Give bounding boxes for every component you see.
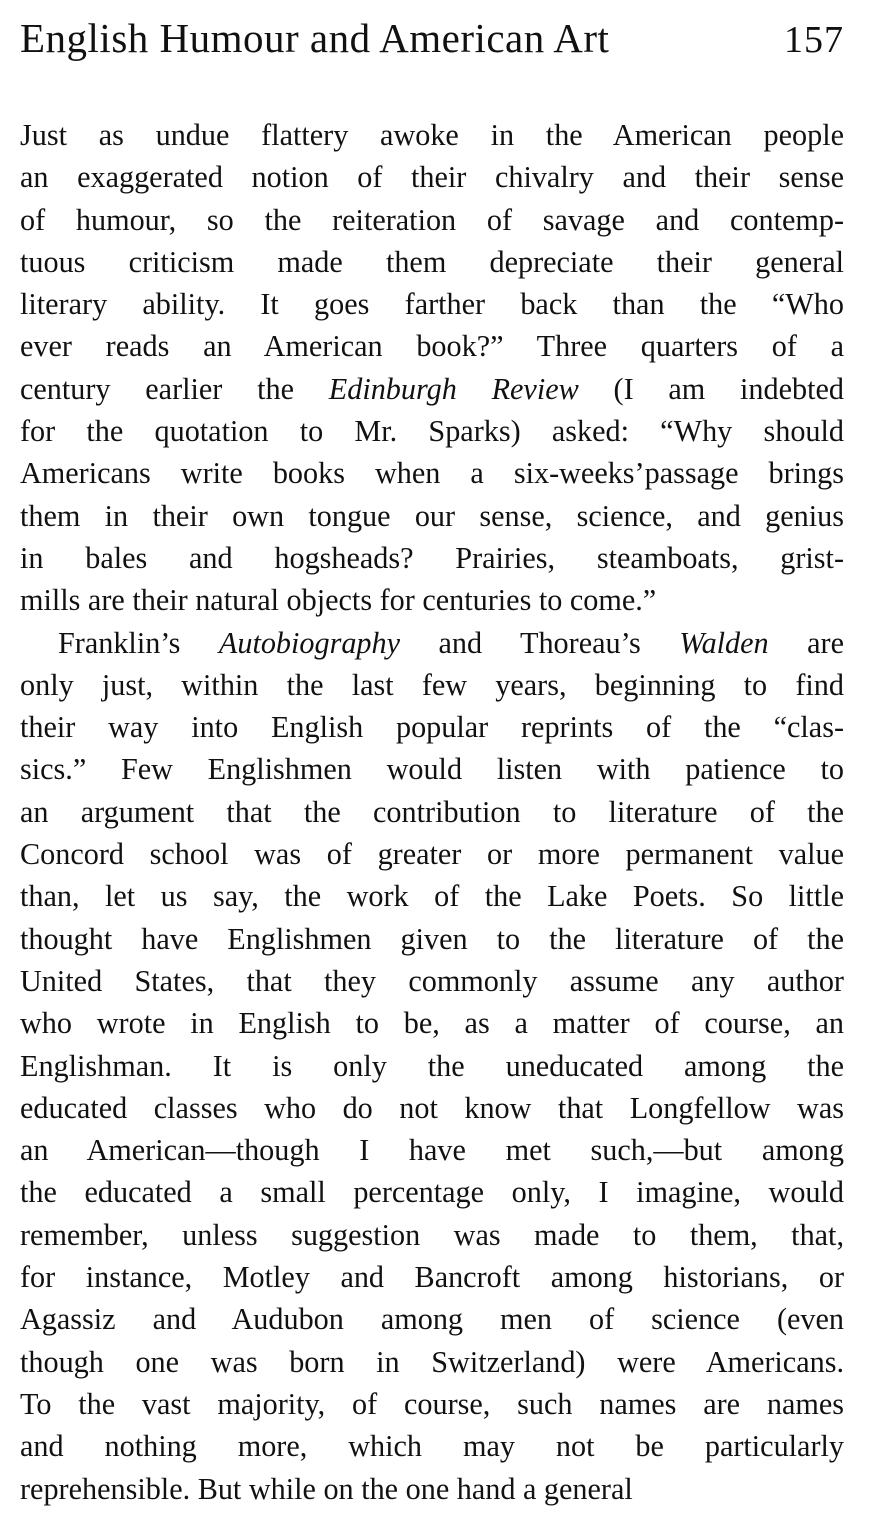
text-run: Franklin’s: [58, 625, 219, 660]
text-line: [20, 114, 844, 156]
text-line: [20, 241, 844, 283]
text-run: the educated a small percentage only, I imagine, would: [20, 1175, 844, 1210]
text-run: them in their own tongue our sense, science, and genius: [20, 498, 844, 533]
text-line: [20, 918, 844, 960]
text-run: educated classes who do not know that Longfellow was: [20, 1090, 844, 1125]
text-line: [20, 452, 844, 494]
paragraph: [20, 622, 844, 1510]
text-run: for the quotation to Mr. Sparks) asked: “Why should: [20, 414, 844, 449]
text-line: [20, 1298, 844, 1340]
text-run: To the vast majority, of course, such names are names: [20, 1386, 844, 1421]
text-run: Americans write books when a six-weeks’passage brings: [20, 456, 844, 491]
text-line: [20, 960, 844, 1002]
text-run: and Thoreau’s: [400, 625, 680, 660]
text-line: [20, 156, 844, 198]
text-line: [20, 748, 844, 790]
text-line: [20, 622, 844, 664]
text-run: remember, unless suggestion was made to them, that,: [20, 1217, 844, 1252]
text-run: thought have Englishmen given to the literature of the: [20, 921, 844, 956]
text-line: [20, 1002, 844, 1044]
text-line: [20, 1425, 844, 1467]
text-line: [20, 1383, 844, 1425]
text-run: an American—though I have met such,—but among: [20, 1133, 844, 1168]
text-run: are: [768, 625, 844, 660]
text-line: [20, 1214, 844, 1256]
text-run: Just as undue flattery awoke in the American people: [20, 118, 844, 152]
text-line: [20, 1171, 844, 1213]
text-run: an argument that the contribution to literature of the: [20, 794, 844, 829]
text-line: [20, 283, 844, 325]
italic-title: Autobiography: [218, 625, 401, 660]
text-run: Concord school was of greater or more permanent value: [20, 837, 844, 872]
text-run: though one was born in Switzerland) were Americans.: [20, 1344, 844, 1379]
text-line: [20, 199, 844, 241]
text-line: [20, 1256, 844, 1298]
italic-title: Edinburgh Review: [328, 371, 579, 406]
text-run: mills are their natural objects for centuries to come.”: [20, 583, 657, 618]
running-title: English Humour and American Art: [20, 15, 610, 61]
page-header: [20, 14, 844, 86]
text-line: [20, 1468, 844, 1510]
text-run: sics.” Few Englishmen would listen with patience to: [20, 752, 844, 787]
text-run: of humour, so the reiteration of savage and contemp-: [20, 202, 844, 237]
text-run: only just, within the last few years, beginning to find: [20, 667, 844, 702]
text-run: literary ability. It goes farther back than the “Who: [20, 287, 844, 322]
text-run: tuous criticism made them depreciate their general: [20, 244, 844, 279]
text-run: ever reads an American book?” Three quarters of a: [20, 329, 844, 364]
text-line: [20, 579, 844, 621]
text-line: [20, 368, 844, 410]
text-line: [20, 1341, 844, 1383]
text-line: [20, 410, 844, 452]
text-run: who wrote in English to be, as a matter of course, an: [20, 1006, 844, 1041]
text-run: in bales and hogsheads? Prairies, steamboats, grist-: [20, 540, 844, 575]
text-line: [20, 325, 844, 367]
text-line: [20, 791, 844, 833]
text-run: Agassiz and Audubon among men of science (even: [20, 1302, 844, 1337]
text-run: reprehensible. But while on the one hand a general: [20, 1471, 633, 1506]
text-run: (I am indebted: [578, 371, 844, 406]
book-page: [20, 14, 844, 1510]
text-line: [20, 875, 844, 917]
text-run: United States, that they commonly assume any author: [20, 963, 844, 998]
paragraph: [20, 114, 844, 622]
text-run: than, let us say, the work of the Lake Poets. So little: [20, 879, 844, 914]
text-line: [20, 1087, 844, 1129]
text-line: [20, 1129, 844, 1171]
text-run: and nothing more, which may not be particularly: [20, 1429, 844, 1464]
text-run: Englishman. It is only the uneducated among the: [20, 1048, 844, 1083]
text-line: [20, 706, 844, 748]
page-number: 157: [784, 19, 844, 61]
body-text: [20, 114, 844, 1510]
text-run: an exaggerated notion of their chivalry and their sense: [20, 160, 844, 195]
text-line: [20, 495, 844, 537]
text-line: [20, 537, 844, 579]
text-run: century earlier the: [20, 371, 329, 406]
text-line: [20, 833, 844, 875]
text-run: for instance, Motley and Bancroft among historians, or: [20, 1260, 844, 1295]
text-line: [20, 664, 844, 706]
text-run: their way into English popular reprints of the “clas-: [20, 710, 844, 745]
italic-title: Walden: [679, 625, 769, 660]
text-line: [20, 1045, 844, 1087]
